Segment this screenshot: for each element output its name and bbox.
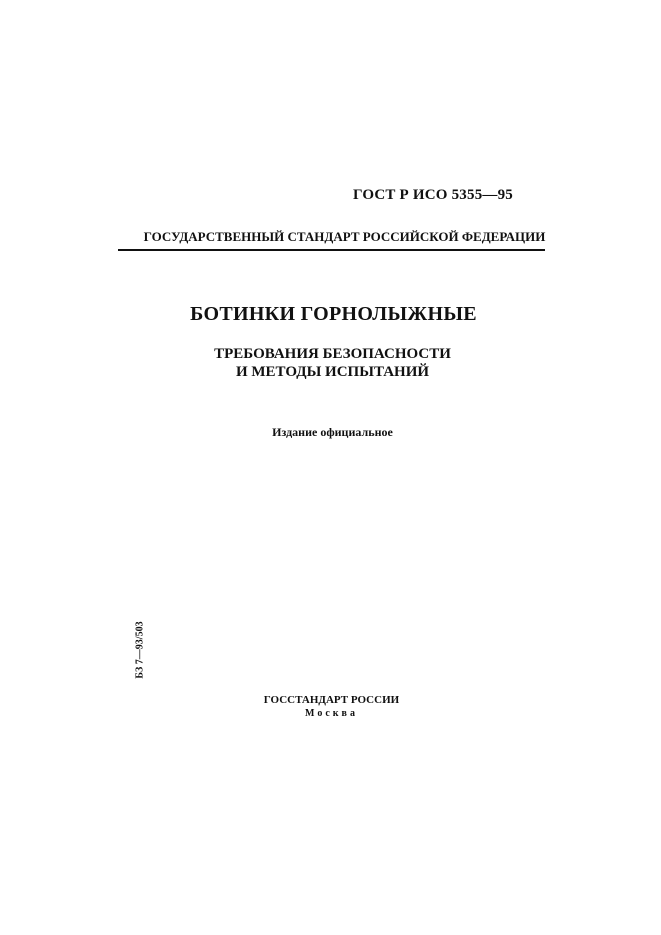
document-number: ГОСТ Р ИСО 5355—95	[352, 187, 513, 203]
publisher-city: Москва	[305, 708, 358, 719]
subtitle-line-2: И МЕТОДЫ ИСПЫТАНИЙ	[235, 364, 430, 380]
standard-header: ГОСУДАРСТВЕННЫЙ СТАНДАРТ РОССИЙСКОЙ ФЕДЕРАЦИИ	[143, 229, 546, 244]
header-divider	[118, 249, 545, 251]
edition-label: Издание официальное	[272, 425, 393, 439]
publisher: ГОССТАНДАРТ РОССИИ	[263, 694, 400, 706]
document-title: БОТИНКИ ГОРНОЛЫЖНЫЕ	[190, 303, 477, 325]
side-code: БЗ 7—93/503	[134, 621, 146, 679]
subtitle-line-1: ТРЕБОВАНИЯ БЕЗОПАСНОСТИ	[214, 346, 451, 362]
